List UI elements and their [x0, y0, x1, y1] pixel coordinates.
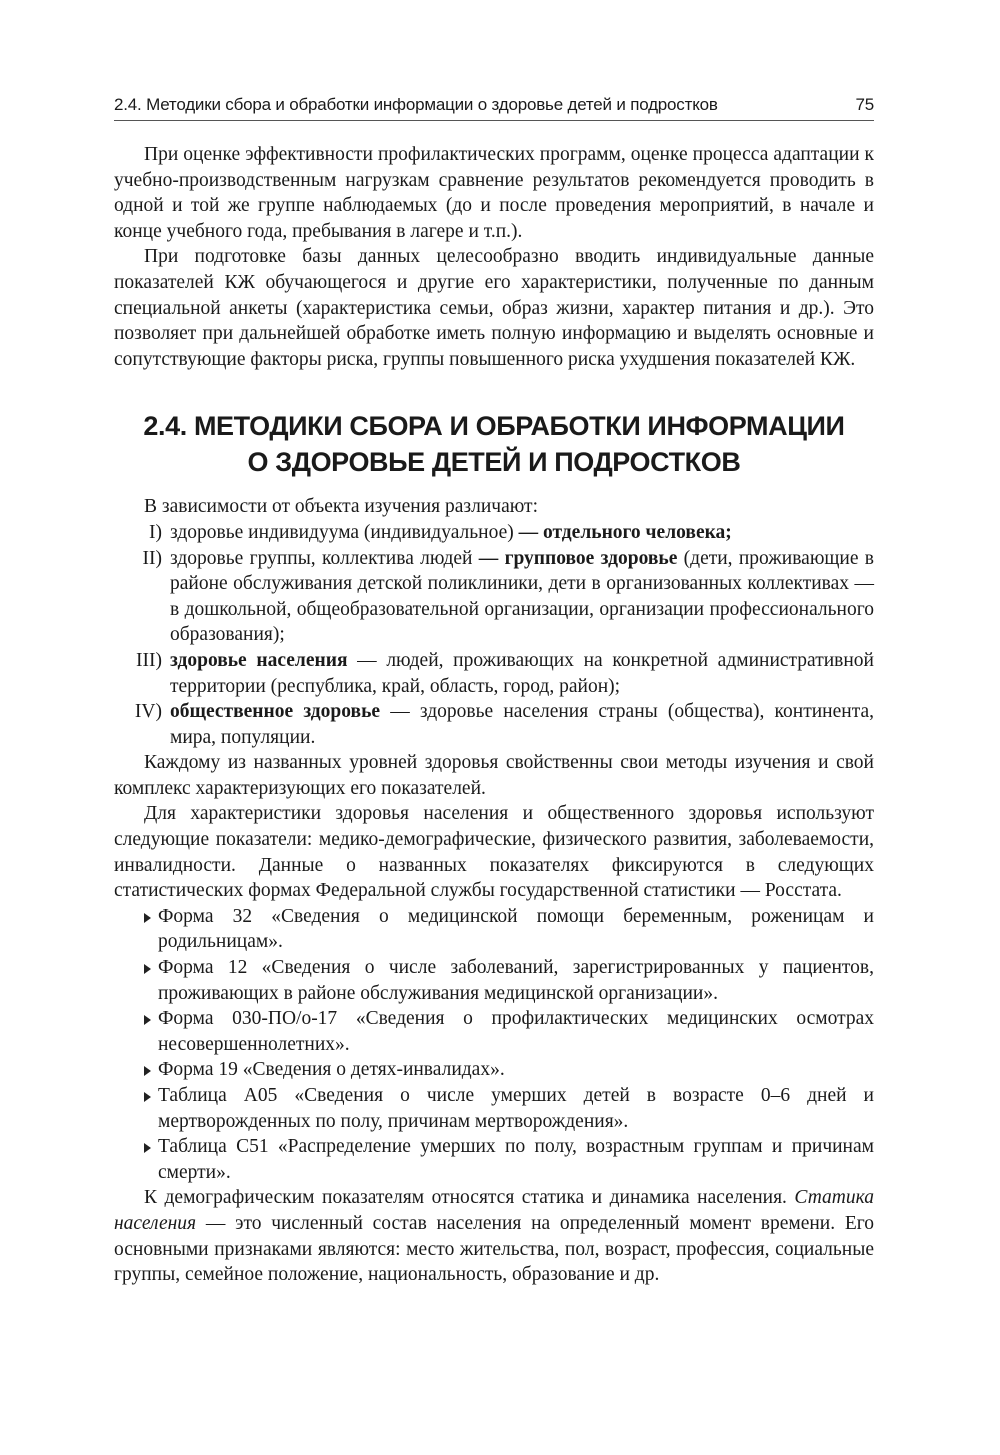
levels-summary-paragraph: Каждому из названных уровней здоровья свойственны свои методы изучения и свой комплекс характеризующих его показателей.: [114, 752, 874, 799]
statistical-forms-list: [114, 904, 874, 1186]
triangle-bullet-icon: [144, 913, 151, 923]
triangle-bullet-icon: [144, 1066, 151, 1076]
demography-term: Статика населения: [114, 1187, 874, 1234]
triangle-bullet-icon: [144, 964, 151, 974]
list-item-emphasis: здоровье населения: [170, 649, 348, 671]
section-title: [114, 408, 874, 480]
list-item-number: III): [136, 649, 162, 671]
indicators-paragraph: Для характеристики здоровья населения и общественного здоровья используют следующие показатели: медико-демографические, физического развития, заболеваемости, инвалидности. Данные о названных показателях фиксируются в следующих статистических формах Федеральной службы государственной статистики — Росстата.: [114, 803, 874, 902]
list-item-emphasis: общественное здоровье: [170, 701, 381, 723]
triangle-bullet-icon: [144, 1015, 151, 1025]
list-item-emphasis: — отдельного человека;: [518, 521, 732, 543]
page-body: [114, 142, 874, 1288]
levels-intro: В зависимости от объекта изучения различают:: [144, 496, 538, 518]
demography-definition-text: — это численный состав населения на определенный момент времени. Его основными признаками являются: место жительства, пол, возраст, профессия, социальные группы, семейное положение, национальность, образование и др.: [114, 1212, 874, 1286]
list-item-text: здоровье группы, коллектива людей: [170, 547, 479, 569]
list-item: [114, 904, 874, 955]
list-item-text: Форма 030-ПО/о-17 «Сведения о профилактических медицинских осмотрах несовершеннолетних».: [158, 1008, 874, 1055]
list-item: [114, 520, 874, 546]
list-item-text: Форма 32 «Сведения о медицинской помощи беременным, роженицам и родильницам».: [158, 905, 874, 953]
list-item-text: Таблица С51 «Распределение умерших по полу, возрастным группам и причинам смерти».: [158, 1136, 874, 1183]
intro-paragraph-1: При оценке эффективности профилактических программ, оценке процесса адаптации к учебно-производственным нагрузкам сравнение результатов рекомендуется проводить в одной и той же группе наблюдаемых (до и после проведения мероприятий, в начале и конце учебного года, пребывания в лагере и т.п.).: [114, 144, 874, 242]
list-item-number: IV): [134, 701, 162, 723]
list-item-text-tail: — людей, проживающих на конкретной административной территории (республика, край, область, город, район);: [170, 649, 874, 697]
list-item: [114, 648, 874, 699]
list-item-text: Таблица А05 «Сведения о числе умерших детей в возрасте 0–6 дней и мертворожденных по полу, причинам мертворождения».: [158, 1085, 874, 1132]
list-item: [114, 1006, 874, 1057]
list-item: [114, 699, 874, 750]
demography-paragraph: [114, 1185, 874, 1287]
demography-lead-text: К демографическим показателям относятся статика и динамика населения.: [144, 1187, 795, 1209]
list-item-text: здоровье индивидуума (индивидуальное): [170, 521, 519, 543]
list-item: [114, 546, 874, 648]
list-item: [114, 1057, 874, 1083]
intro-paragraph-2: При подготовке базы данных целесообразно вводить индивидуальные данные показателей КЖ обучающегося и другие его характеристики, полученные по данным специальной анкеты (характеристика семьи, образ жизни, характер питания и др.). Это позволяет при дальнейшей обработке иметь полную информацию и выделять основные и сопутствующие факторы риска, группы повышенного риска ухудшения показателей КЖ.: [114, 246, 874, 370]
list-item-emphasis: — групповое здоровье: [478, 547, 678, 569]
list-item-text-tail: (дети, проживающие в районе обслуживания детской поликлиники, дети в организованных коллективах — в дошкольной, общеобразовательной организации, организации профессионального образования);: [170, 547, 875, 646]
list-item-text: Форма 19 «Сведения о детях-инвалидах».: [158, 1059, 505, 1081]
header-title: 2.4. Методики сбора и обработки информации о здоровье детей и подростков: [114, 95, 718, 114]
page-number: 75: [855, 95, 874, 114]
list-item-number: II): [142, 547, 162, 569]
triangle-bullet-icon: [144, 1143, 151, 1153]
list-item-number: I): [149, 521, 162, 543]
section-title-line-2: О ЗДОРОВЬЕ ДЕТЕЙ И ПОДРОСТКОВ: [247, 447, 741, 478]
list-item: [114, 1083, 874, 1134]
list-item-text-tail: — здоровье населения страны (общества), континента, мира, популяции.: [170, 701, 874, 748]
list-item: [114, 1134, 874, 1185]
list-item-text: Форма 12 «Сведения о числе заболеваний, зарегистрированных у пациентов, проживающих в районе обслуживания медицинской организации».: [158, 957, 874, 1004]
list-item: [114, 955, 874, 1006]
section-title-line-1: 2.4. МЕТОДИКИ СБОРА И ОБРАБОТКИ ИНФОРМАЦИИ: [143, 411, 845, 442]
triangle-bullet-icon: [144, 1092, 151, 1102]
running-header: [114, 95, 874, 121]
health-levels-list: [114, 520, 874, 750]
